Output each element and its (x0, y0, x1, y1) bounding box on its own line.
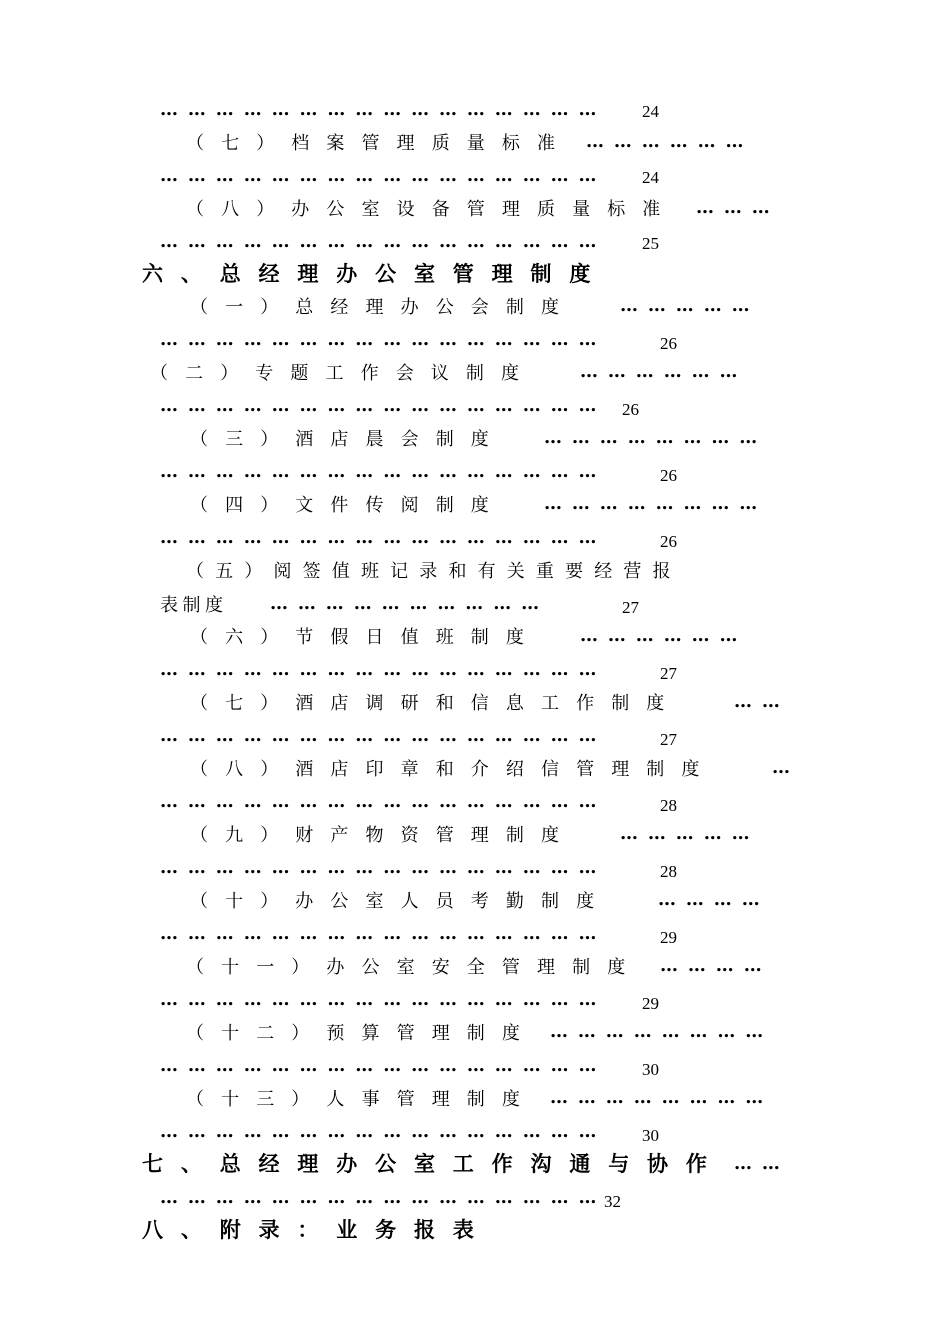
page-number: 24 (642, 102, 659, 121)
leader-dots: ………… (660, 955, 772, 976)
leader-dots: …………………… (550, 1021, 774, 1042)
leader-dots: ………………………………………… (160, 99, 607, 120)
leader-dots: ……… (696, 197, 780, 218)
section-heading: 六、总经理办公室管理制度 (142, 262, 609, 286)
leader-dots: ………………………………………… (160, 659, 607, 680)
toc-entry-label: （一）总经理办公会制度 (190, 297, 577, 318)
leader-dots: …………………… (550, 1087, 774, 1108)
page-number: 26 (660, 334, 677, 353)
leader-dots: ………… (658, 889, 770, 910)
leader-dots: ……………… (580, 361, 748, 382)
leader-dots: ………………………………………… (160, 1055, 607, 1076)
page-number: 26 (660, 532, 677, 551)
toc-entry-label: （二）专题工作会议制度 (150, 363, 537, 384)
leader-dots: …… (734, 691, 790, 712)
leader-dots: ……………… (586, 131, 754, 152)
page-number: 28 (660, 862, 677, 881)
page-number: 29 (660, 928, 677, 947)
toc-entry-label: （十三）人事管理制度 (186, 1089, 537, 1110)
leader-dots: ………………………………………… (160, 329, 607, 350)
leader-dots: …………………… (544, 493, 768, 514)
page-number: 27 (660, 664, 677, 683)
section-heading: 七、总经理办公室工作沟通与协作 (142, 1152, 725, 1176)
toc-entry-label: 表制度 (160, 595, 228, 616)
page-number: 28 (660, 796, 677, 815)
toc-entry-label: （十）办公室人员考勤制度 (190, 891, 612, 912)
toc-entry-label: （八）办公室设备管理质量标准 (186, 199, 678, 220)
leader-dots: …… (734, 1153, 790, 1174)
leader-dots: … (772, 757, 800, 778)
leader-dots: ……………… (580, 625, 748, 646)
leader-dots: ………………………………………… (160, 725, 607, 746)
leader-dots: ………………………… (270, 593, 549, 614)
toc-entry-label: （四）文件传阅制度 (190, 495, 506, 516)
page-number: 29 (642, 994, 659, 1013)
page-number: 26 (622, 400, 639, 419)
leader-dots: ………………………………………… (160, 527, 607, 548)
toc-entry-label: （六）节假日值班制度 (190, 627, 541, 648)
page-number: 27 (660, 730, 677, 749)
toc-entry-label: （九）财产物资管理制度 (190, 825, 577, 846)
toc-entry-label: （七）酒店调研和信息工作制度 (190, 693, 682, 714)
leader-dots: …………………… (544, 427, 768, 448)
leader-dots: ………………………………………… (160, 857, 607, 878)
leader-dots: ………………………………………… (160, 1187, 607, 1208)
toc-entry-label: （十一）办公室安全管理制度 (186, 957, 643, 978)
leader-dots: ………………………………………… (160, 165, 607, 186)
page-number: 26 (660, 466, 677, 485)
leader-dots: …………… (620, 823, 760, 844)
page-number: 30 (642, 1126, 659, 1145)
toc-entry-label: （七）档案管理质量标准 (186, 133, 573, 154)
leader-dots: ………………………………………… (160, 989, 607, 1010)
leader-dots: …………… (620, 295, 760, 316)
leader-dots: ………………………………………… (160, 1121, 607, 1142)
page-number: 24 (642, 168, 659, 187)
leader-dots: ………………………………………… (160, 923, 607, 944)
toc-entry-label: （五）阅签值班记录和有关重要经营报 (186, 561, 682, 582)
leader-dots: ………………………………………… (160, 231, 607, 252)
page-number: 25 (642, 234, 659, 253)
leader-dots: ………………………………………… (160, 791, 607, 812)
toc-entry-label: （三）酒店晨会制度 (190, 429, 506, 450)
toc-entry-label: （八）酒店印章和介绍信管理制度 (190, 759, 717, 780)
section-heading: 八、附录：业务报表 (142, 1218, 492, 1242)
page-number: 30 (642, 1060, 659, 1079)
page-number: 32 (604, 1192, 621, 1211)
page-number: 27 (622, 598, 639, 617)
leader-dots: ………………………………………… (160, 395, 607, 416)
toc-entry-label: （十二）预算管理制度 (186, 1023, 537, 1044)
leader-dots: ………………………………………… (160, 461, 607, 482)
